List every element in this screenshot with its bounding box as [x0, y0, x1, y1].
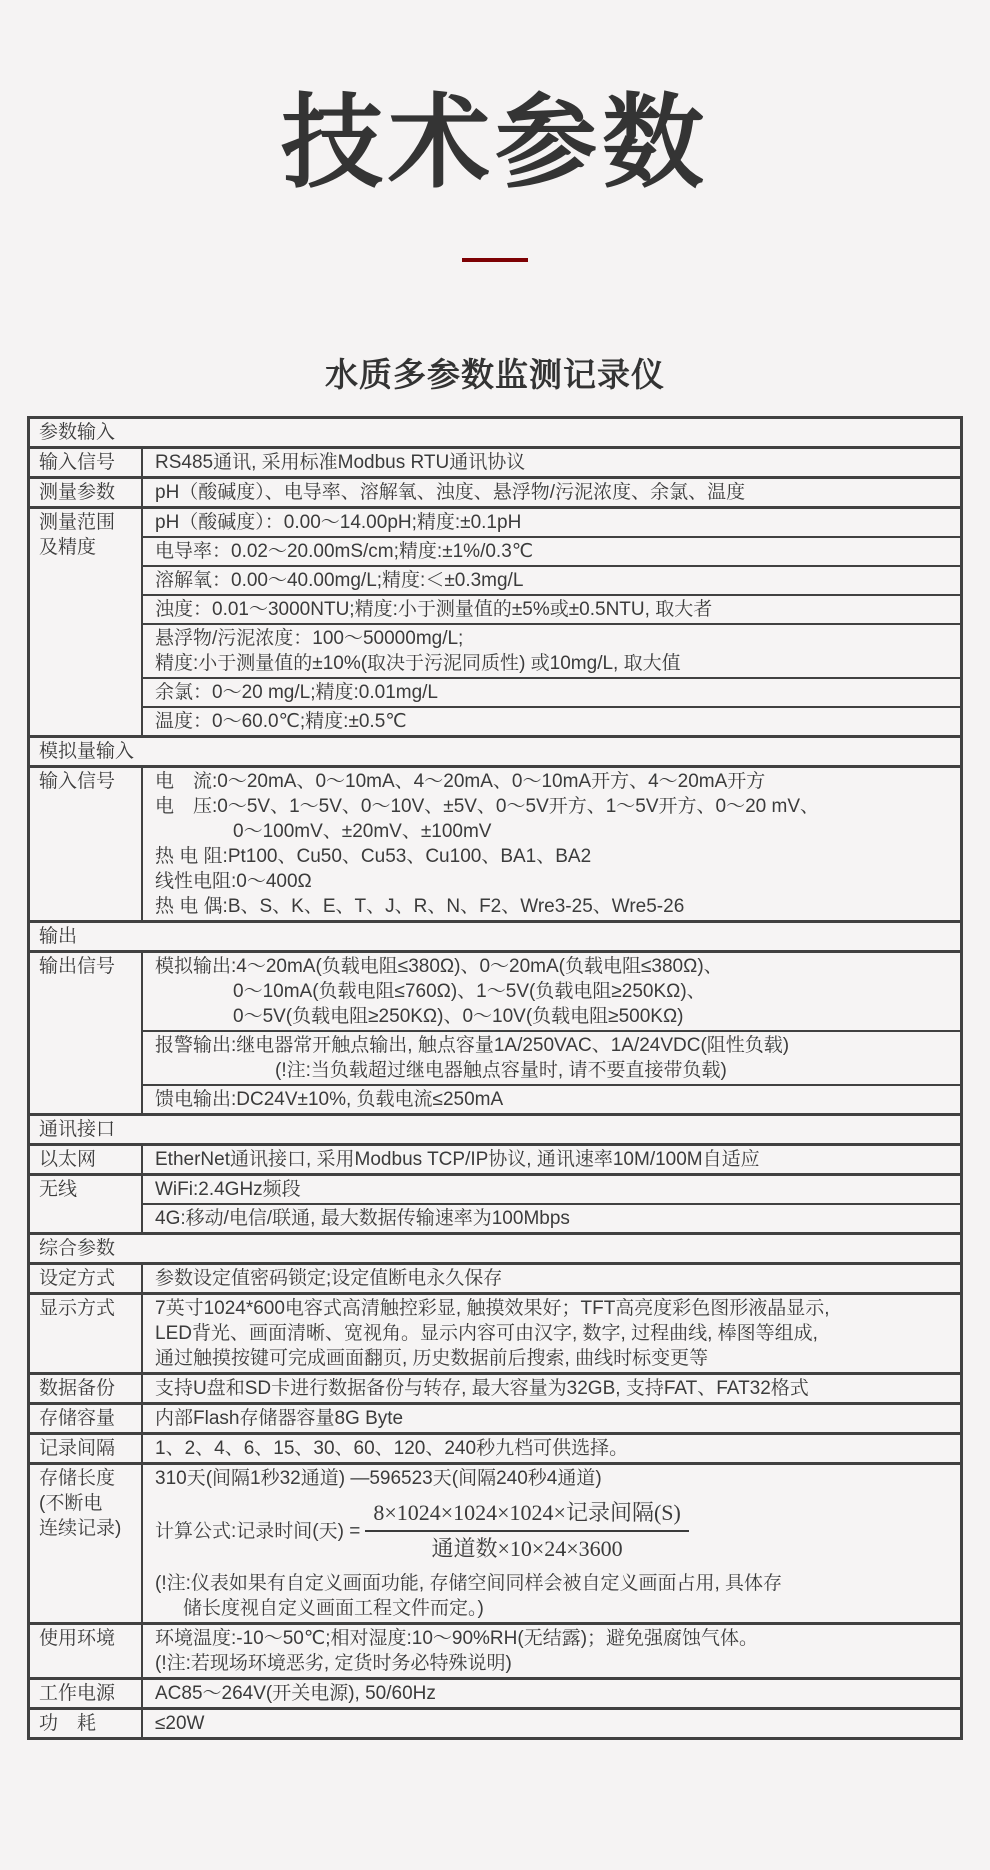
table-row: [30, 1677, 960, 1707]
row-label: [30, 1625, 143, 1677]
row-content: [143, 1375, 960, 1402]
row-label-line: 以太网: [39, 1149, 97, 1170]
row-content: [143, 1710, 960, 1737]
spec-text: 线性电阻:0～400Ω: [155, 871, 312, 892]
row-label-line: 测量范围: [39, 512, 116, 533]
section-label: 参数输入: [39, 422, 116, 443]
spec-cell: [143, 1465, 960, 1622]
spec-text: 7英寸1024*600电容式高清触控彩显, 触摸效果好；TFT高亮度彩色图形液晶显示,: [155, 1298, 830, 1319]
spec-text: (!注:若现场环境恶劣, 定货时务必特殊说明): [155, 1653, 512, 1674]
table-section-row: [30, 1113, 960, 1143]
row-content: [143, 1295, 960, 1372]
formula-prefix: 计算公式:记录时间(天) =: [155, 1520, 361, 1542]
row-label: [30, 1375, 143, 1402]
spec-text: RS485通讯, 采用标准Modbus RTU通讯协议: [155, 452, 526, 473]
row-label-line: 测量参数: [39, 482, 116, 503]
spec-cell: [143, 1265, 960, 1292]
spec-text: 溶解氧：0.00～40.00mg/L;精度:＜±0.3mg/L: [155, 570, 524, 591]
spec-table: [27, 416, 963, 1740]
row-label: [30, 509, 143, 735]
spec-text: 1、2、4、6、15、30、60、120、240秒九档可供选择。: [155, 1438, 629, 1459]
row-content: [143, 1146, 960, 1173]
table-section-row: [30, 1232, 960, 1262]
spec-text: 馈电输出:DC24V±10%, 负载电流≤250mA: [155, 1089, 504, 1110]
row-label-line: 工作电源: [39, 1683, 116, 1704]
spec-text: WiFi:2.4GHz频段: [155, 1179, 301, 1200]
row-label-line: 数据备份: [39, 1378, 116, 1399]
row-label: [30, 1465, 143, 1622]
table-row: [30, 476, 960, 506]
spec-text: EtherNet通讯接口, 采用Modbus TCP/IP协议, 通讯速率10M/100M自适应: [155, 1149, 760, 1170]
spec-text: 电 流:0～20mA、0～10mA、4～20mA、0～10mA开方、4～20mA开方: [155, 771, 766, 792]
spec-text: 支持U盘和SD卡进行数据备份与转存, 最大容量为32GB, 支持FAT、FAT32格式: [155, 1378, 809, 1399]
spec-cell: [143, 706, 960, 735]
row-label: [30, 449, 143, 476]
row-content: [143, 509, 960, 735]
row-content: [143, 1625, 960, 1677]
spec-cell: [143, 565, 960, 594]
spec-text: pH（酸碱度）、电导率、溶解氧、浊度、悬浮物/污泥浓度、余氯、温度: [155, 482, 746, 503]
row-content: [143, 953, 960, 1113]
spec-text: 0～10mA(负载电阻≤760Ω)、1～5V(负载电阻≥250KΩ)、: [233, 981, 706, 1002]
section-label: 模拟量输入: [39, 741, 135, 762]
table-row: [30, 1292, 960, 1372]
spec-text: ≤20W: [155, 1713, 205, 1734]
table-section-row: [30, 735, 960, 765]
row-label: [30, 768, 143, 920]
table-row: [30, 1262, 960, 1292]
row-label: [30, 1265, 143, 1292]
spec-cell: [143, 953, 960, 1030]
spec-text: pH（酸碱度）：0.00～14.00pH;精度:±0.1pH: [155, 512, 522, 533]
spec-cell: [143, 768, 960, 920]
row-label-line: (不断电: [39, 1493, 103, 1514]
section-label: 输出: [39, 926, 78, 947]
row-label-line: 设定方式: [39, 1268, 116, 1289]
spec-text: 热 电 偶:B、S、K、E、T、J、R、N、F2、Wre3-25、Wre5-26: [155, 896, 685, 917]
table-row: [30, 1462, 960, 1622]
table-row: [30, 446, 960, 476]
table-section-row: [30, 419, 960, 446]
row-label-line: 使用环境: [39, 1628, 116, 1649]
spec-cell: [143, 449, 960, 476]
row-label-line: 及精度: [39, 537, 97, 558]
spec-text: 环境温度:-10～50℃;相对湿度:10～90%RH(无结露)；避免强腐蚀气体。: [155, 1628, 759, 1649]
spec-cell: [143, 1203, 960, 1232]
table-row: [30, 1622, 960, 1677]
spec-cell: [143, 1680, 960, 1707]
spec-text: 电 压:0～5V、1～5V、0～10V、±5V、0～5V开方、1～5V开方、0～20 mV、: [155, 796, 820, 817]
spec-text: LED背光、画面清晰、宽视角。显示内容可由汉字, 数字, 过程曲线, 棒图等组成,: [155, 1323, 818, 1344]
row-label: [30, 1176, 143, 1232]
spec-text: 通过触摸按键可完成画面翻页, 历史数据前后搜索, 曲线时标变更等: [155, 1348, 709, 1369]
spec-cell: [143, 536, 960, 565]
spec-text: 310天(间隔1秒32通道) —596523天(间隔240秒4通道): [155, 1468, 602, 1489]
spec-text: 模拟输出:4～20mA(负载电阻≤380Ω)、0～20mA(负载电阻≤380Ω)、: [155, 956, 723, 977]
spec-cell: [143, 1375, 960, 1402]
row-label: [30, 1710, 143, 1737]
spec-text: 精度:小于测量值的±10%(取决于污泥同质性) 或10mg/L, 取大值: [155, 653, 681, 674]
spec-cell: [143, 677, 960, 706]
row-content: [143, 479, 960, 506]
row-content: [143, 1465, 960, 1622]
spec-cell: [143, 594, 960, 623]
spec-text: (!注:当负载超过继电器触点容量时, 请不要直接带负载): [275, 1060, 727, 1081]
table-row: [30, 1143, 960, 1173]
row-content: [143, 1176, 960, 1232]
spec-text: 悬浮物/污泥浓度：100～50000mg/L;: [155, 628, 464, 649]
row-label-line: 功 耗: [39, 1713, 97, 1734]
table-row: [30, 1372, 960, 1402]
table-section-row: [30, 920, 960, 950]
row-label-line: 连续记录): [39, 1518, 122, 1539]
row-content: [143, 1680, 960, 1707]
product-name: 水质多参数监测记录仪: [325, 356, 665, 393]
spec-text: 浊度：0.01～3000NTU;精度:小于测量值的±5%或±0.5NTU, 取大者: [155, 599, 713, 620]
spec-text: 参数设定值密码锁定;设定值断电永久保存: [155, 1268, 503, 1289]
spec-cell: [143, 1405, 960, 1432]
spec-cell: [143, 1625, 960, 1677]
spec-cell: [143, 1084, 960, 1113]
spec-cell: [143, 623, 960, 677]
title-divider: [462, 258, 528, 262]
spec-cell: [143, 1030, 960, 1084]
spec-text: 储长度视自定义画面工程文件而定。): [183, 1598, 484, 1619]
spec-sheet-page: [0, 86, 990, 1870]
row-label-line: 无线: [39, 1179, 78, 1200]
row-label: [30, 953, 143, 1113]
record-time-formula: [143, 1500, 954, 1562]
table-row: [30, 765, 960, 920]
spec-text: 温度：0～60.0℃;精度:±0.5℃: [155, 711, 407, 732]
page-title: 技术参数: [281, 86, 709, 200]
row-content: [143, 1435, 960, 1462]
row-label: [30, 1680, 143, 1707]
row-label-line: 记录间隔: [39, 1438, 116, 1459]
spec-cell: [143, 509, 960, 536]
row-label-line: 存储长度: [39, 1468, 116, 1489]
table-row: [30, 1707, 960, 1737]
row-label: [30, 1146, 143, 1173]
spec-cell: [143, 1710, 960, 1737]
row-label: [30, 1295, 143, 1372]
formula-numerator: 8×1024×1024×1024×记录间隔(S): [365, 1500, 689, 1532]
table-row: [30, 506, 960, 735]
spec-cell: [143, 1176, 960, 1203]
row-label: [30, 1405, 143, 1432]
table-row: [30, 1432, 960, 1462]
spec-text: 电导率：0.02～20.00mS/cm;精度:±1%/0.3℃: [155, 541, 534, 562]
spec-text: 0～100mV、±20mV、±100mV: [233, 821, 492, 842]
row-label-line: 输入信号: [39, 771, 116, 792]
table-row: [30, 950, 960, 1113]
spec-cell: [143, 1295, 960, 1372]
row-label: [30, 1435, 143, 1462]
row-label-line: 存储容量: [39, 1408, 116, 1429]
spec-text: 内部Flash存储器容量8G Byte: [155, 1408, 404, 1429]
row-label-line: 输出信号: [39, 956, 116, 977]
spec-text: 热 电 阻:Pt100、Cu50、Cu53、Cu100、BA1、BA2: [155, 846, 592, 867]
table-row: [30, 1402, 960, 1432]
spec-cell: [143, 1435, 960, 1462]
spec-text: 余氯：0～20 mg/L;精度:0.01mg/L: [155, 682, 438, 703]
row-label: [30, 479, 143, 506]
spec-cell: [143, 1146, 960, 1173]
formula-denominator: 通道数×10×24×3600: [431, 1536, 623, 1561]
spec-text: 报警输出:继电器常开触点输出, 触点容量1A/250VAC、1A/24VDC(阻性负载): [155, 1035, 790, 1056]
section-label: 综合参数: [39, 1238, 116, 1259]
spec-text: 0～5V(负载电阻≥250KΩ)、0～10V(负载电阻≥500KΩ): [233, 1006, 684, 1027]
section-label: 通讯接口: [39, 1119, 116, 1140]
table-row: [30, 1173, 960, 1232]
row-content: [143, 1265, 960, 1292]
spec-cell: [143, 479, 960, 506]
row-content: [143, 1405, 960, 1432]
formula-fraction: [365, 1500, 689, 1562]
spec-text: (!注:仪表如果有自定义画面功能, 存储空间同样会被自定义画面占用, 具体存: [155, 1573, 783, 1594]
row-label-line: 显示方式: [39, 1298, 116, 1319]
row-content: [143, 768, 960, 920]
spec-text: AC85～264V(开关电源), 50/60Hz: [155, 1683, 436, 1704]
row-label-line: 输入信号: [39, 452, 116, 473]
row-content: [143, 449, 960, 476]
spec-text: 4G:移动/电信/联通, 最大数据传输速率为100Mbps: [155, 1208, 570, 1229]
